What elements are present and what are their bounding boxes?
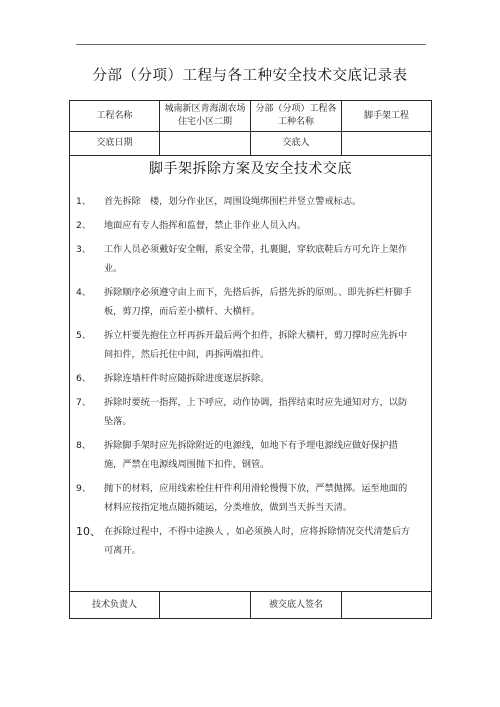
list-item xyxy=(70,216,431,235)
page-title: 分部（分项）工程与各工种安全技术交底记录表 xyxy=(92,68,408,84)
item-text: 拆除顺序必须遵守由上而下，先搭后拆，后搭先拆的原则。、即先拆栏杆脚手板，剪刀撑，而后差小横杆、大横杆。 xyxy=(104,287,412,317)
header-rule xyxy=(76,44,426,45)
item-number: 10、 xyxy=(76,525,101,538)
item-text: 在拆除过程中，不得中途换人 ，如必须换人时，应将拆除情况交代清楚后方可离开。 xyxy=(104,526,411,556)
list-item xyxy=(70,240,431,278)
disclosure-form-table xyxy=(69,100,432,619)
item-text: 地面应有专人指挥和监督，禁止非作业人员入内。 xyxy=(104,220,307,231)
list-item xyxy=(70,192,431,211)
item-number: 7、 xyxy=(76,397,92,408)
item-text: 拆立杆要先抱住立杆再拆开最后两个扣件，拆除大横杆，剪刀撑时应先拆中间扣件，然后托住中间，再拆两端扣件。 xyxy=(104,330,408,360)
list-item xyxy=(70,369,431,388)
list-item xyxy=(70,326,431,364)
item-text: 拆除时要统一指挥，上下呼应，动作协调，指挥结束时应先通知对方，以防坠落。 xyxy=(104,397,408,427)
list-item xyxy=(70,436,431,474)
content-cell xyxy=(70,156,432,592)
project-name-label: 工程名称 xyxy=(70,101,160,132)
item-number: 3、 xyxy=(76,244,92,255)
list-item xyxy=(70,479,431,517)
item-text: 工作人员必须戴好安全帽，系安全带，扎裹腿，穿软底鞋后方可允许上架作业。 xyxy=(104,244,408,274)
list-item xyxy=(70,393,431,431)
tech-lead-label: 技术负责人 xyxy=(70,592,160,619)
item-text: 首先拆除 楼，划分作业区，周围设绳绑围栏并竖立警戒标志。 xyxy=(104,196,362,207)
date-value[interactable] xyxy=(160,132,251,156)
work-type-label: 分部（分项）工程各工种名称 xyxy=(251,101,342,132)
project-name-value[interactable]: 城南新区青海湖农场住宅小区二期 xyxy=(160,101,251,132)
signature-row xyxy=(70,592,432,619)
recipient-value[interactable] xyxy=(342,592,432,619)
item-number: 2、 xyxy=(76,220,92,231)
item-text: 拆除脚手架时应先拆除附近的电源线，如地下有予埋电源线应做好保护措施，严禁在电源线周围抛下扣件，钢管。 xyxy=(104,440,398,470)
date-label: 交底日期 xyxy=(70,132,160,156)
project-row xyxy=(70,101,432,132)
item-text: 拆除连墙杆件时应随拆除进度逐层拆除。 xyxy=(104,373,270,384)
tech-lead-value[interactable] xyxy=(160,592,251,619)
item-number: 8、 xyxy=(76,440,92,451)
item-number: 4、 xyxy=(76,287,92,298)
item-number: 5、 xyxy=(76,330,92,341)
work-type-value[interactable]: 脚手架工程 xyxy=(342,101,432,132)
date-row xyxy=(70,132,432,156)
section-heading: 脚手架拆除方案及安全技术交底 xyxy=(149,161,352,177)
presenter-value[interactable] xyxy=(342,132,432,156)
item-number: 9、 xyxy=(76,483,92,494)
item-number: 6、 xyxy=(76,373,92,384)
content-row xyxy=(70,156,432,592)
recipient-label: 被交底人签名 xyxy=(251,592,342,619)
item-text: 抛下的材料，应用线索栓住杆件利用滑轮慢慢下放，严禁抛掷。运至地面的材料应按指定地点随拆随运，分类堆放，做到当天拆当天清。 xyxy=(104,483,408,513)
list-item xyxy=(70,283,431,321)
presenter-label: 交底人 xyxy=(251,132,342,156)
item-number: 1、 xyxy=(76,196,92,207)
list-item xyxy=(70,522,431,560)
item-list xyxy=(70,192,431,560)
